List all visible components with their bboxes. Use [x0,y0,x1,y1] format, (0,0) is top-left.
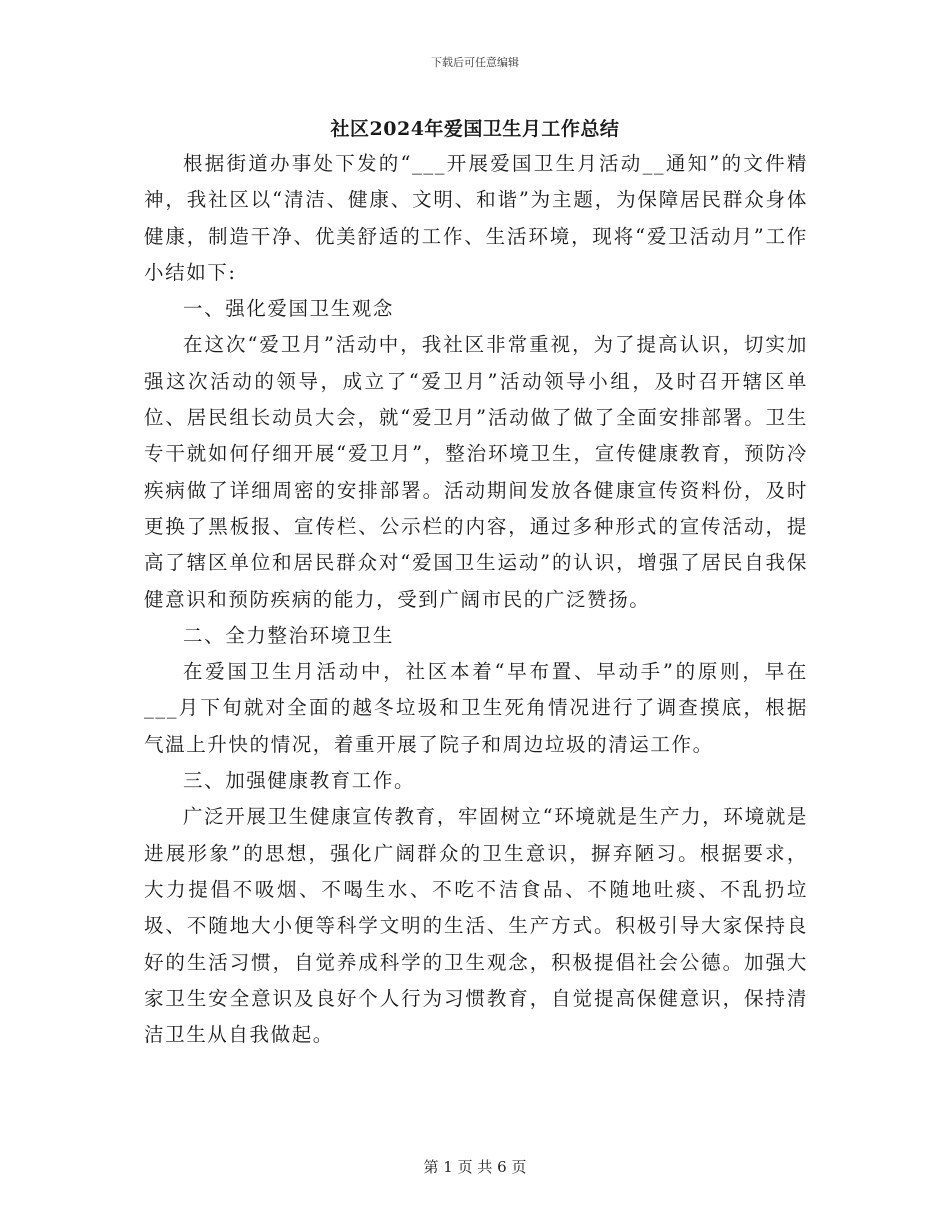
section-heading-3: 三、加强健康教育工作。 [183,769,416,793]
document-title: 社区2024年爱国卫生月工作总结 [330,118,620,140]
page-footer: 第 1 页 共 6 页 [423,1158,527,1176]
intro-paragraph: 根据街道办事处下发的“___开展爱国卫生月活动__通知”的文件精神，我社区以“清洁、健康、文明、和谐”为主题，为保障居民群众身体健康，制造干净、优美舒适的工作、生活环境，现将“爱卫活动月”工作小结如下: [144,152,808,284]
section-3-paragraph: 广泛开展卫生健康宣传教育，牢固树立“环境就是生产力，环境就是进展形象”的思想，强化广阔群众的卫生意识，摒弃陋习。根据要求，大力提倡不吸烟、不喝生水、不吃不洁食品、不随地吐痰、不乱扔垃圾、不随地大小便等科学文明的生活、生产方式。积极引导大家保持良好的生活习惯，自觉养成科学的卫生观念，积极提倡社会公德。加强大家卫生安全意识及良好个人行为习惯教育，自觉提高保健意识，保持清洁卫生从自我做起。 [144,805,808,1047]
section-2-paragraph: 在爱国卫生月活动中，社区本着“早布置、早动手”的原则，早在___月下旬就对全面的越冬垃圾和卫生死角情况进行了调查摸底，根据气温上升快的情况，着重开展了院子和周边垃圾的清运工作。 [144,660,808,756]
document-body [144,146,808,1053]
header-note: 下载后可任意编辑 [431,56,519,69]
section-1-paragraph: 在这次“爱卫月”活动中，我社区非常重视，为了提高认识，切实加强这次活动的领导，成立了“爱卫月”活动领导小组，及时召开辖区单位、居民组长动员大会，就“爱卫月”活动做了做了全面安排部署。卫生专干就如何仔细开展“爱卫月”，整治环境卫生，宣传健康教育，预防冷疾病做了详细周密的安排部署。活动期间发放各健康宣传资料份，及时更换了黑板报、宣传栏、公示栏的内容，通过多种形式的宣传活动，提高了辖区单位和居民群众对“爱国卫生运动”的认识，增强了居民自我保健意识和预防疾病的能力，受到广阔市民的广泛赞扬。 [144,333,808,611]
section-heading-1: 一、强化爱国卫生观念 [183,297,395,321]
section-heading-2: 二、全力整治环境卫生 [183,623,395,647]
